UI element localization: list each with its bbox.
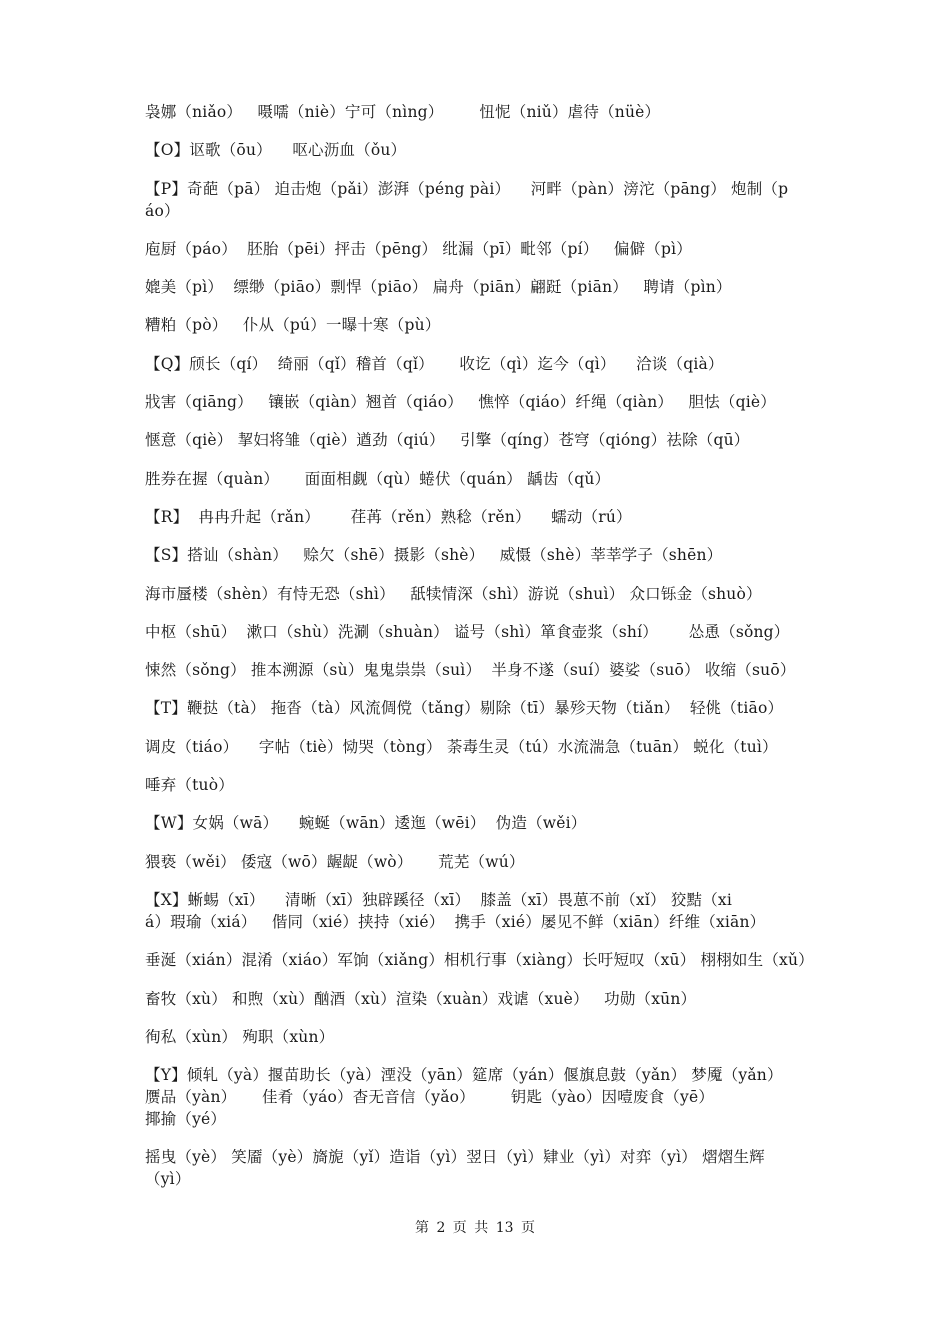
text-line: 【Y】倾轧（yà）揠苗助长（yà）湮没（yān）筵席（yán）偃旗息鼓（yǎn） 梦魇（yǎn） [145,1066,783,1085]
paragraph-gap [145,123,815,139]
paragraph-gap [145,490,815,506]
text-line: 海市蜃楼（shèn）有恃无恐（shì） 舐犊情深（shì）游说（shuì） 众口铄金（shuò） [145,584,762,603]
text-line: 【T】鞭挞（tà） 拖沓（tà）风流倜傥（tǎng）剔除（tī）暴殄天物（tiǎn） 轻佻（tiāo） [145,699,784,718]
text-line: 【S】搭讪（shàn） 赊欠（shē）摄影（shè） 威慑（shè）莘莘学子（shēn） [145,546,723,565]
text-line: 【P】奇葩（pā） 迫击炮（pǎi）澎湃（péng pài） 河畔（pàn）滂沱（pāng） 炮制（p [145,179,789,198]
pinyin-paragraph [145,544,815,566]
text-line: 徇私（xùn） 殉职（xùn） [145,1027,335,1046]
pinyin-paragraph [145,697,815,719]
pinyin-paragraph [145,988,815,1010]
pinyin-list [145,101,815,1190]
paragraph-gap [145,796,815,812]
paragraph-gap [145,758,815,774]
pinyin-paragraph [145,736,815,758]
text-line: 惬意（qiè） 挈妇将雏（qiè）遒劲（qiú） 引擎（qíng）苍穹（qióng）祛除（qū） [145,431,750,450]
pinyin-paragraph [145,238,815,260]
paragraph-gap [145,681,815,697]
pinyin-paragraph [145,314,815,336]
text-line: 唾弃（tuò） [145,776,234,795]
paragraph-gap [145,413,815,429]
text-line: 媲美（pì） 缥缈（piāo）剽悍（piāo） 扁舟（piān）翩跹（piān） 聘请（pìn） [145,278,732,297]
text-line: 庖厨（páo） 胚胎（pēi）抨击（pēng） 纰漏（pī）毗邻（pí） 偏僻（pì） [145,239,692,258]
paragraph-gap [145,719,815,735]
text-line: 【X】蜥蜴（xī） 清晰（xī）独辟蹊径（xī） 膝盖（xī）畏葸不前（xǐ） 狡黠（xi [145,890,733,909]
paragraph-gap [145,528,815,544]
pinyin-paragraph [145,276,815,298]
text-line: 【Q】颀长（qí） 绮丽（qǐ）稽首（qǐ） 收讫（qì）迄今（qì） 洽谈（qià） [145,354,724,373]
pinyin-paragraph [145,1064,815,1130]
paragraph-gap [145,1048,815,1064]
paragraph-gap [145,605,815,621]
pinyin-paragraph [145,812,815,834]
text-line: （yì） [145,1170,191,1189]
paragraph-gap [145,834,815,850]
text-line: 猥亵（wěi） 倭寇（wō）龌龊（wò） 荒芜（wú） [145,852,525,871]
paragraph-gap [145,260,815,276]
paragraph-gap [145,566,815,582]
text-line: 【R】 冉冉升起（rǎn） 荏苒（rěn）熟稔（rěn） 蠕动（rú） [145,507,632,526]
paragraph-gap [145,971,815,987]
text-line: 袅娜（niǎo） 嗫嚅（niè）宁可（nìng） 忸怩（niǔ）虐待（nüè） [145,103,661,121]
pinyin-paragraph [145,949,815,971]
text-line: 中枢（shū） 漱口（shù）洗涮（shuàn） 谥号（shì）箪食壶浆（shí） 怂恿（sǒng） [145,622,790,641]
text-line: 摇曳（yè） 笑靥（yè）旖旎（yǐ）造诣（yì）翌日（yì）肄业（yì）对弈（yì） 熠熠生辉 [145,1148,765,1167]
text-line: 畜牧（xù） 和煦（xù）酗酒（xù）渲染（xuàn）戏谑（xuè） 功勋（xūn） [145,989,697,1008]
text-line: 垂涎（xián）混淆（xiáo）军饷（xiǎng）相机行事（xiàng）长吁短叹（xū） 栩栩如生（xǔ） [145,951,814,970]
pinyin-paragraph [145,889,815,933]
text-line: 戕害（qiāng） 镶嵌（qiàn）翘首（qiáo） 憔悴（qiáo）纤绳（qiàn） 胆怯（qiè） [145,393,776,412]
paragraph-gap [145,222,815,238]
text-line: 糟粕（pò） 仆从（pú）一曝十寒（pù） [145,316,441,335]
paragraph-gap [145,161,815,177]
text-line: 赝品（yàn） 佳肴（yáo）杳无音信（yǎo） 钥匙（yào）因噎废食（yē） [145,1088,715,1107]
text-line: 【O】讴歌（ōu） 呕心沥血（ǒu） [145,141,407,160]
pinyin-paragraph [145,621,815,643]
pinyin-paragraph [145,506,815,528]
paragraph-gap [145,933,815,949]
pinyin-paragraph [145,353,815,375]
text-line: áo） [145,201,180,220]
text-line: á）瑕瑜（xiá） 偕同（xié）挟持（xié） 携手（xié）屡见不鲜（xiān）纤维（xiān） [145,912,766,931]
paragraph-gap [145,298,815,314]
paragraph-gap [145,643,815,659]
text-line: 悚然（sǒng） 推本溯源（sù）鬼鬼祟祟（suì） 半身不遂（suí）婆娑（suō） 收缩（suō） [145,661,796,680]
paragraph-gap [145,375,815,391]
pinyin-paragraph [145,1026,815,1048]
text-line: 【W】女娲（wā） 蜿蜒（wān）逶迤（wēi） 伪造（wěi） [145,814,587,833]
pinyin-paragraph [145,178,815,222]
pinyin-paragraph [145,851,815,873]
text-line: 调皮（tiáo） 字帖（tiè）恸哭（tòng） 荼毒生灵（tú）水流湍急（tuān） 蜕化（tuì） [145,737,778,756]
pinyin-paragraph [145,429,815,451]
paragraph-gap [145,451,815,467]
pinyin-paragraph [145,391,815,413]
pinyin-paragraph [145,468,815,490]
paragraph-gap [145,1130,815,1146]
pinyin-paragraph [145,1146,815,1190]
paragraph-gap [145,336,815,352]
pinyin-paragraph [145,139,815,161]
pinyin-paragraph [145,583,815,605]
page-number-footer: 第 2 页 共 13 页 [415,1220,535,1236]
paragraph-gap [145,873,815,889]
text-line: 揶揄（yé） [145,1110,227,1129]
pinyin-paragraph [145,774,815,796]
pinyin-paragraph [145,101,815,123]
paragraph-gap [145,1010,815,1026]
pinyin-paragraph [145,659,815,681]
text-line: 胜券在握（quàn） 面面相觑（qù）蜷伏（quán） 龋齿（qǔ） [145,469,611,488]
